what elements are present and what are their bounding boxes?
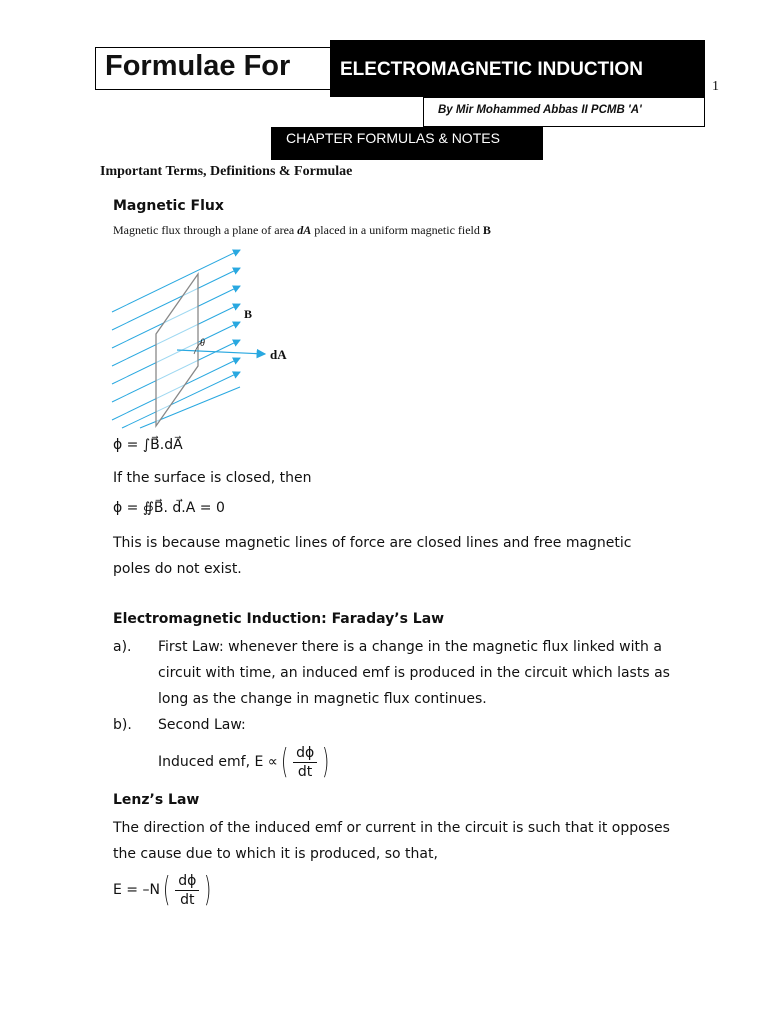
second-law-text: Second Law: [158, 717, 246, 733]
left-paren: ( [280, 742, 289, 782]
emf-fraction [293, 745, 317, 780]
first-law-label: a). [113, 639, 132, 655]
lenz-fraction [175, 873, 199, 908]
closed-surface-text: If the surface is closed, then [113, 470, 312, 486]
lenz-text: The direction of the induced emf or current in the circuit is such that it opposes the cause due to which it is produced, so that, [113, 820, 670, 862]
description-middle: placed in a uniform magnetic field [311, 223, 483, 237]
author-line: By Mir Mohammed Abbas II PCMB 'A' [438, 104, 642, 116]
emf-prefix: Induced emf, E ∝ [158, 754, 278, 770]
closed-surface-equation: ϕ = ∯B⃗. d⃗.A = 0 [113, 500, 225, 516]
description-field: B [482, 223, 491, 237]
right-paren: ) [322, 742, 330, 782]
area-label: dA [270, 347, 287, 362]
title-left: Formulae For [105, 50, 291, 82]
left-paren: ( [162, 870, 171, 910]
lenz-denominator: dt [180, 891, 195, 908]
chapter-banner-text: CHAPTER FORMULAS & NOTES [286, 130, 500, 146]
emf-denominator: dt [297, 763, 313, 780]
lenz-equation [113, 870, 215, 910]
angle-label: θ [200, 338, 205, 349]
lenz-heading: Lenz’s Law [113, 792, 200, 808]
field-label: B [244, 307, 253, 321]
induced-emf-equation [158, 742, 332, 782]
flux-explanation: This is because magnetic lines of force are closed lines and free magnetic poles do not exist. [113, 535, 632, 577]
emf-numerator: dϕ [293, 745, 317, 763]
flux-diagram [110, 242, 300, 430]
title-right: ELECTROMAGNETIC INDUCTION [340, 59, 643, 80]
right-paren: ) [204, 870, 212, 910]
magnetic-flux-description [113, 223, 491, 238]
description-area: dA [297, 223, 312, 237]
first-law-text: First Law: whenever there is a change in the magnetic flux linked with a circuit with time, an induced emf is produced in the circuit which lasts as long as the change in magnetic flux continues. [158, 639, 670, 707]
faraday-heading: Electromagnetic Induction: Faraday’s Law [113, 611, 445, 627]
page-number: 1 [712, 79, 719, 94]
section-title: Important Terms, Definitions & Formulae [100, 164, 353, 179]
lenz-prefix: E = –N [113, 882, 160, 898]
flux-equation: ϕ = ∫B⃗.dA⃗ [113, 437, 183, 453]
magnetic-flux-heading: Magnetic Flux [113, 198, 224, 214]
description-prefix: Magnetic flux through a plane of area [113, 223, 298, 237]
lenz-numerator: dϕ [175, 873, 199, 891]
second-law-label: b). [113, 717, 132, 733]
